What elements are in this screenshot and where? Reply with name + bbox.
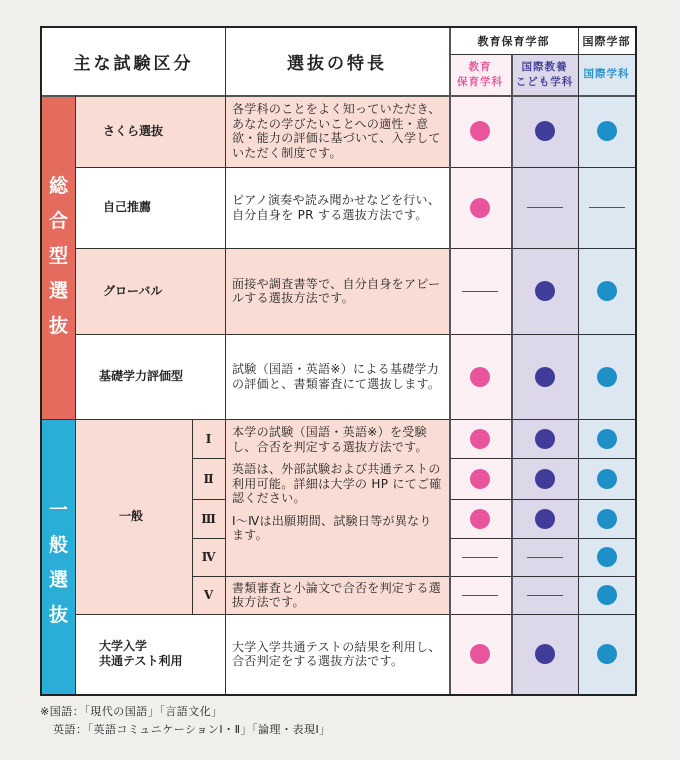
row-kyotsu-mark-2 <box>511 614 578 694</box>
header-main-category: 主な試験区分 <box>73 54 194 74</box>
row-jiko-desc: ピアノ演奏や読み聞かせなどを行い、自分自身を PR する選抜方法です。 <box>225 167 449 248</box>
dash-mark-icon <box>527 207 563 208</box>
dash-mark-icon <box>589 207 625 208</box>
grid-line <box>449 54 635 55</box>
circle-mark-icon <box>597 281 617 301</box>
ippan-1-mark-1 <box>449 419 511 458</box>
grid-line <box>75 614 635 615</box>
section-char: 般 <box>48 534 68 556</box>
grid-line <box>449 538 635 539</box>
row-jiko-mark-2 <box>511 167 578 248</box>
row-ippan-name: 一般 <box>75 419 192 614</box>
row-sakura-mark-1 <box>449 95 511 167</box>
row-kiso-mark-2 <box>511 334 578 419</box>
dept-line: 国際学科 <box>583 68 630 80</box>
row-kyotsu-desc: 大学入学共通テストの結果を利用し、合否判定をする選抜方法です。 <box>225 614 449 694</box>
ippan-3-mark-2 <box>511 499 578 538</box>
circle-mark-icon <box>470 509 490 529</box>
dash-mark-icon <box>462 557 498 558</box>
row-global-name: グローバル <box>75 248 225 334</box>
ippan-2-mark-1 <box>449 458 511 499</box>
dept-line: こども学科 <box>515 75 574 88</box>
desc-paragraph: Ⅰ～Ⅳは出願期間、試験日等が異なります。 <box>232 513 432 542</box>
header-dept-education-childcare <box>449 54 511 95</box>
section-sogo-label <box>42 95 75 419</box>
grid-line <box>75 167 635 168</box>
name-line: 大学入学 <box>99 639 148 653</box>
row-jiko-mark-3 <box>578 167 635 248</box>
desc-paragraph: 英語は、外部試験および共通テストの利用可能。詳細は大学の HP にてご確認ください。 <box>232 462 442 505</box>
circle-mark-icon <box>470 367 490 387</box>
ippan-5-mark-3 <box>578 576 635 614</box>
row-kyotsu-mark-3 <box>578 614 635 694</box>
circle-mark-icon <box>597 429 617 449</box>
row-kyotsu-name <box>75 614 225 694</box>
circle-mark-icon <box>597 585 617 605</box>
row-jiko-mark-1 <box>449 167 511 248</box>
row-kiso-mark-3 <box>578 334 635 419</box>
circle-mark-icon <box>470 429 490 449</box>
header-faculty-education: 教育保育学部 <box>477 35 550 48</box>
ippan-sub-1-num: Ⅰ <box>192 419 225 458</box>
row-kiso-desc: 試験（国語・英語※）による基礎学力の評価と、書類審査にて選抜します。 <box>225 334 449 419</box>
ippan-5-mark-1 <box>449 576 511 614</box>
ippan-3-mark-1 <box>449 499 511 538</box>
row-kiso-name: 基礎学力評価型 <box>75 334 225 419</box>
name-line: 共通テスト利用 <box>99 654 183 668</box>
section-char: 一 <box>48 499 68 521</box>
section-char: 選 <box>48 280 68 302</box>
row-jiko-name: 自己推薦 <box>75 167 225 248</box>
row-global-mark-3 <box>578 248 635 334</box>
dept-line: 教育 <box>468 60 492 73</box>
circle-mark-icon <box>597 367 617 387</box>
grid-line <box>192 576 635 577</box>
section-char: 型 <box>48 245 68 267</box>
section-char: 選 <box>48 569 68 591</box>
grid-line <box>42 95 635 97</box>
circle-mark-icon <box>535 469 555 489</box>
circle-mark-icon <box>535 644 555 664</box>
section-char: 抜 <box>48 604 68 626</box>
row-global-mark-2 <box>511 248 578 334</box>
admissions-table <box>40 26 637 696</box>
grid-line <box>449 499 635 500</box>
grid-line <box>192 538 225 539</box>
section-char: 抜 <box>48 315 68 337</box>
circle-mark-icon <box>597 644 617 664</box>
ippan-desc-5: 書類審査と小論文で合否を判定する選抜方法です。 <box>225 576 449 614</box>
header-dept-intl-liberal-children <box>511 54 578 95</box>
header-dept-international <box>578 54 635 95</box>
grid-line <box>192 458 225 459</box>
grid-line <box>75 248 635 249</box>
circle-mark-icon <box>470 121 490 141</box>
circle-mark-icon <box>597 509 617 529</box>
ippan-1-mark-3 <box>578 419 635 458</box>
ippan-2-mark-3 <box>578 458 635 499</box>
grid-line <box>449 28 451 694</box>
dept-line: 保育学科 <box>457 75 503 88</box>
circle-mark-icon <box>535 429 555 449</box>
ippan-2-mark-2 <box>511 458 578 499</box>
ippan-1-mark-2 <box>511 419 578 458</box>
circle-mark-icon <box>535 281 555 301</box>
section-ippan-label <box>42 419 75 694</box>
circle-mark-icon <box>470 198 490 218</box>
ippan-4-mark-2 <box>511 538 578 576</box>
dash-mark-icon <box>462 291 498 292</box>
circle-mark-icon <box>597 547 617 567</box>
grid-line <box>511 54 513 694</box>
desc-paragraph: 本学の試験（国語・英語※）を受験し、合否を判定する選抜方法です。 <box>232 425 428 454</box>
circle-mark-icon <box>470 644 490 664</box>
row-sakura-mark-2 <box>511 95 578 167</box>
section-char: 合 <box>48 210 68 232</box>
header-features: 選抜の特長 <box>287 54 387 74</box>
dash-mark-icon <box>527 595 563 596</box>
ippan-4-mark-1 <box>449 538 511 576</box>
ippan-4-mark-3 <box>578 538 635 576</box>
ippan-sub-5-num: Ⅴ <box>192 576 225 614</box>
row-kyotsu-mark-1 <box>449 614 511 694</box>
circle-mark-icon <box>470 469 490 489</box>
row-sakura-name: さくら選抜 <box>75 95 225 167</box>
grid-line <box>578 28 579 694</box>
header-faculty-international: 国際学部 <box>582 35 631 48</box>
grid-line <box>75 95 76 694</box>
ippan-3-mark-3 <box>578 499 635 538</box>
footnote-japanese: ※国語：「現代の国語」「言語文化」 <box>40 705 223 718</box>
row-sakura-mark-3 <box>578 95 635 167</box>
dept-line: 国際教養 <box>521 60 568 73</box>
section-char: 総 <box>48 175 68 197</box>
ippan-5-mark-2 <box>511 576 578 614</box>
ippan-sub-4-num: Ⅳ <box>192 538 225 576</box>
grid-line <box>225 28 226 694</box>
grid-line <box>192 499 225 500</box>
grid-line <box>192 419 193 614</box>
row-sakura-desc: 各学科のことをよく知っていただき、あなたの学びたいことへの適性・意欲・能力の評価に基づいて、入学していただく制度です。 <box>225 95 449 167</box>
row-global-desc: 面接や調査書等で、自分自身をアピールする選抜方法です。 <box>225 248 449 334</box>
circle-mark-icon <box>597 121 617 141</box>
ippan-sub-2-num: Ⅱ <box>192 458 225 499</box>
row-kiso-mark-1 <box>449 334 511 419</box>
ippan-desc-1-4 <box>225 419 449 576</box>
grid-line <box>75 334 635 335</box>
ippan-sub-3-num: Ⅲ <box>192 499 225 538</box>
row-global-mark-1 <box>449 248 511 334</box>
circle-mark-icon <box>535 367 555 387</box>
dash-mark-icon <box>462 595 498 596</box>
grid-line <box>42 419 635 420</box>
footnote-english: 英語：「英語コミュニケーションⅠ・Ⅱ」「論理・表現Ⅰ」 <box>53 723 331 736</box>
grid-line <box>449 458 635 459</box>
circle-mark-icon <box>535 121 555 141</box>
circle-mark-icon <box>535 509 555 529</box>
circle-mark-icon <box>597 469 617 489</box>
dash-mark-icon <box>527 557 563 558</box>
